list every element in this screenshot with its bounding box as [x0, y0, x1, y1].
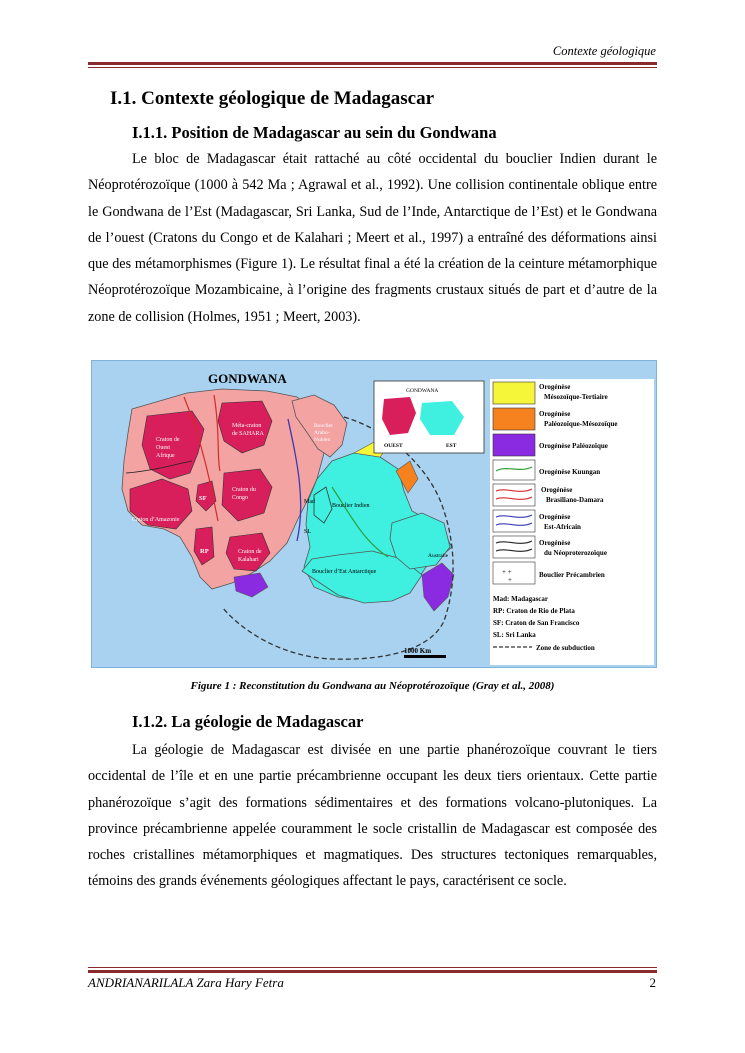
subsection-1-title: I.1.1. Position de Madagascar au sein du Gondwana	[132, 123, 497, 142]
svg-text:+: +	[508, 576, 512, 584]
label-arabo-nubien-1: Bouclier	[314, 423, 333, 429]
label-congo-1: Craton du	[232, 487, 256, 493]
svg-text:+ +: + +	[502, 568, 512, 576]
figure-caption: Figure 1 : Reconstitution du Gondwana au Néoprotérozoïque (Gray et al., 2008)	[190, 680, 555, 692]
inset-ouest: OUEST	[384, 443, 403, 449]
legend-2-line-1: Orogénèse	[539, 410, 571, 418]
footer-author: ANDRIANARILALA Zara Hary Fetra	[88, 975, 284, 990]
label-sl: SL	[304, 529, 312, 535]
label-arabo-nubien-3: Nubien	[314, 437, 331, 443]
footer-rule-thin	[88, 967, 657, 968]
legend-7-line-1: Orogénèse	[539, 539, 571, 547]
page-number: 2	[649, 975, 656, 990]
abbr-2: RP: Craton de Rio de Plata	[493, 607, 575, 615]
legend-2-line-2: Paléozoïque-Mésozoïque	[544, 420, 618, 428]
label-arabo-nubien-2: Arabo-	[314, 430, 330, 436]
running-header: Contexte géologique	[552, 44, 656, 58]
label-sahara-1: Méta-craton	[232, 423, 262, 429]
abbr-3: SF: Craton de San Francisco	[493, 619, 580, 627]
inset-est: EST	[446, 443, 457, 449]
label-amazonie: Craton d’Amazonie	[132, 517, 180, 523]
legend-6-line-2: Est-Africain	[544, 523, 581, 531]
label-congo-2: Congo	[232, 495, 249, 501]
label-kalahari-2: Kalahari	[238, 557, 259, 563]
gondwana-map-svg	[92, 361, 657, 668]
legend-8-line-1: Bouclier Précambrien	[539, 571, 605, 579]
legend-1-line-1: Orogénèse	[539, 383, 571, 391]
abbr-1: Mad: Madagascar	[493, 595, 549, 603]
label-mad: Mad	[304, 499, 315, 505]
legend-7-line-2: du Néoproterozoïque	[544, 549, 607, 557]
paleozoic-orogen-2	[234, 573, 268, 597]
label-inde: Bouclier Indien	[332, 503, 370, 509]
footer-rule-thick	[88, 970, 657, 973]
legend-1-line-2: Mésozoïque-Tertiaire	[544, 393, 608, 401]
label-sahara-2: de SAHARA	[232, 431, 264, 437]
legend-5-line-2: Brasiliano-Damara	[546, 496, 604, 504]
legend-6-line-1: Orogénèse	[539, 513, 571, 521]
label-antarctique: Bouclier d’Est Antarctique	[312, 569, 377, 575]
figure-gondwana-map	[91, 360, 657, 668]
header-rule-thick	[88, 62, 657, 65]
label-west-africa-1: Craton de	[156, 437, 180, 443]
abbr-5: Zone de subduction	[536, 644, 595, 652]
abbr-4: SL: Sri Lanka	[493, 631, 536, 639]
label-australie: Australie	[428, 553, 449, 559]
legend-3-line-1: Orogénèse Paléozoïque	[539, 442, 608, 450]
subsection-2-title: I.1.2. La géologie de Madagascar	[132, 712, 364, 731]
label-west-africa-3: Afrique	[156, 453, 175, 459]
header-rule-thin	[88, 67, 657, 68]
subsection-2-paragraph: La géologie de Madagascar est divisée en une partie phanérozoïque couvrant le tiers occidental de l’île et en une partie précambrienne occupant les deux tiers orientaux. Cette partie phanérozoïque s’agit des formations sédimentaires et des formations volcano-plutoniques. La province précambrienne appelée couramment le socle cristallin de Madagascar est composée des roches cristallines métamorphiques et magmatiques. Des structures tectoniques remarquables, témoins des grands événements géologiques affectant le pays, caractérisent ce socle.	[88, 742, 657, 890]
inset-title: GONDWANA	[406, 388, 439, 394]
legend-5-line-1: Orogénèse	[541, 486, 573, 494]
label-rp: RP	[200, 548, 209, 555]
section-title: I.1. Contexte géologique de Madagascar	[110, 88, 435, 109]
label-kalahari-1: Craton de	[238, 549, 262, 555]
label-west-africa-2: Ouest	[156, 445, 170, 451]
scale-bar	[404, 655, 446, 658]
map-title: GONDWANA	[208, 371, 287, 386]
scale-label: 1000 Km	[404, 647, 432, 655]
legend-4-line-1: Orogénèse Kuungan	[539, 468, 601, 476]
label-sf: SF	[199, 495, 207, 502]
subsection-1-paragraph: Le bloc de Madagascar était rattaché au côté occidental du bouclier Indien durant le Néoprotérozoïque (1000 à 542 Ma ; Agrawal et al., 1992). Une collision continentale oblique entre le Gondwana de l’Est (Madagascar, Sri Lanka, Sud de l’Inde, Antarctique de l’Est) et le Gondwana de l’ouest (Cratons du Congo et de Kalahari ; Meert et al., 1997) a entraîné des déformations ainsi que des métamorphismes (Figure 1). Le résultat final a été la création de la ceinture métamorphique Néoprotérozoïque Mozambicaine, à l’origine des fragments crustaux situés de part et d’autre de la zone de collision (Holmes, 1951 ; Meert, 2003).	[88, 151, 657, 325]
